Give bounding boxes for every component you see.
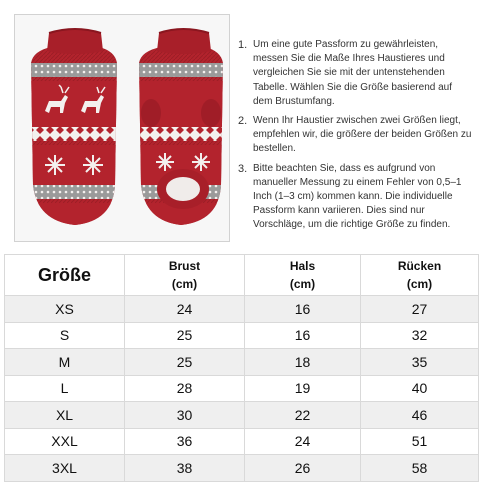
cell-size: M xyxy=(5,349,125,376)
collar-right xyxy=(157,29,211,54)
header-chest: Brust (cm) xyxy=(125,255,245,296)
table-row xyxy=(5,402,479,429)
cell-neck: 19 xyxy=(245,375,361,402)
sizing-notes xyxy=(238,38,474,238)
table-row xyxy=(5,428,479,455)
cell-chest: 38 xyxy=(125,455,245,482)
cell-chest: 24 xyxy=(125,296,245,323)
note-number: 2. xyxy=(238,115,248,128)
cell-neck: 18 xyxy=(245,349,361,376)
size-chart-table xyxy=(4,254,479,482)
cell-chest: 36 xyxy=(125,428,245,455)
table-row xyxy=(5,322,479,349)
header-size: Größe xyxy=(5,255,125,296)
table-row xyxy=(5,375,479,402)
cell-chest: 28 xyxy=(125,375,245,402)
header-neck: Hals (cm) xyxy=(245,255,361,296)
cell-size: S xyxy=(5,322,125,349)
note-text: Wenn Ihr Haustier zwischen zwei Größen liegt, empfehlen wir, die größere der beiden Größen zu bestellen. xyxy=(253,115,472,155)
note-number: 3. xyxy=(238,162,248,175)
cell-back: 51 xyxy=(361,428,479,455)
cell-neck: 16 xyxy=(245,322,361,349)
note-text: Bitte beachten Sie, dass es aufgrund von manueller Messung zu einem Fehler von 0,5–1 Inch (1–3 cm) kommen kann. Die individuelle Passform kann variieren. Dies sind nur Vorschläge, um die richtige Größe zu finden. xyxy=(253,162,462,231)
cell-chest: 25 xyxy=(125,322,245,349)
collar-left xyxy=(47,29,103,54)
cell-size: XL xyxy=(5,402,125,429)
table-header-row xyxy=(5,255,479,296)
note-item xyxy=(238,114,474,157)
table-row xyxy=(5,455,479,482)
cell-back: 40 xyxy=(361,375,479,402)
table-row xyxy=(5,349,479,376)
note-item xyxy=(238,38,474,109)
cell-neck: 24 xyxy=(245,428,361,455)
cell-size: L xyxy=(5,375,125,402)
cell-chest: 30 xyxy=(125,402,245,429)
note-number: 1. xyxy=(238,39,248,51)
header-back: Rücken (cm) xyxy=(361,255,479,296)
cell-back: 46 xyxy=(361,402,479,429)
sweater-illustration xyxy=(15,15,229,241)
cell-neck: 22 xyxy=(245,402,361,429)
sweater-front xyxy=(15,35,125,235)
cell-size: XXL xyxy=(5,428,125,455)
cell-back: 27 xyxy=(361,296,479,323)
cell-neck: 16 xyxy=(245,296,361,323)
cell-size: XS xyxy=(5,296,125,323)
cell-neck: 26 xyxy=(245,455,361,482)
cell-back: 32 xyxy=(361,322,479,349)
cell-back: 35 xyxy=(361,349,479,376)
cell-size: 3XL xyxy=(5,455,125,482)
note-item xyxy=(238,162,474,233)
table-row xyxy=(5,296,479,323)
cell-chest: 25 xyxy=(125,349,245,376)
cell-back: 58 xyxy=(361,455,479,482)
note-text: Um eine gute Passform zu gewährleisten, messen Sie die Maße Ihres Haustieres und vergleichen Sie sie mit der untenstehenden Tabelle. Wählen Sie die Größe basierend auf dem Brustumfang. xyxy=(253,39,453,107)
product-photo xyxy=(14,14,230,242)
